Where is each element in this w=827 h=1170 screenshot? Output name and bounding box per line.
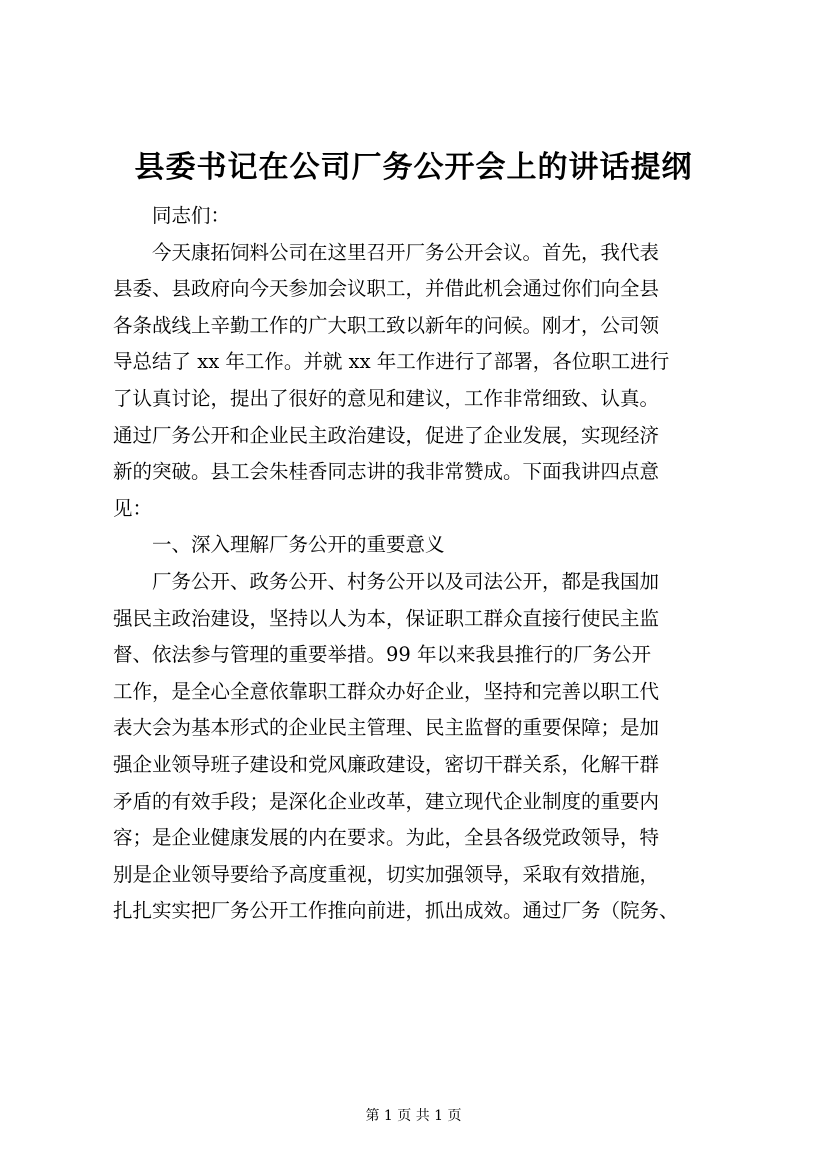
body-line: 矛盾的有效手段；是深化企业改革，建立现代企业制度的重要内	[113, 789, 660, 813]
body-line: 通过厂务公开和企业民主政治建设，促进了企业发展，实现经济	[113, 423, 660, 447]
body-line: 强民主政治建设，坚持以人为本，保证职工群众直接行使民主监	[113, 606, 660, 630]
body-line: 别是企业领导要给予高度重视，切实加强领导，采取有效措施，	[113, 862, 660, 886]
body-line: 县委、县政府向今天参加会议职工，并借此机会通过你们向全县	[113, 277, 660, 301]
body-line: 容；是企业健康发展的内在要求。为此，全县各级党政领导，特	[113, 826, 660, 850]
body-line: 今天康拓饲料公司在这里召开厂务公开会议。首先，我代表	[152, 240, 660, 264]
body-line: 工作，是全心全意依靠职工群众办好企业，坚持和完善以职工代	[113, 679, 660, 703]
body-line: 强企业领导班子建设和党风廉政建设，密切干群关系，化解干群	[113, 752, 660, 776]
body-line: 导总结了 xx 年工作。并就 xx 年工作进行了部署，各位职工进行	[113, 350, 670, 374]
body-line: 了认真讨论，提出了很好的意见和建议，工作非常细致、认真。	[113, 386, 660, 410]
body-line: 各条战线上辛勤工作的广大职工致以新年的问候。刚才，公司领	[113, 313, 660, 337]
body-line: 见：	[113, 496, 153, 520]
body-line: 督、依法参与管理的重要举措。99 年以来我县推行的厂务公开	[113, 643, 652, 667]
section-heading: 一、深入理解厂务公开的重要意义	[152, 533, 445, 557]
document-title: 县委书记在公司厂务公开会上的讲话提纲	[134, 150, 693, 185]
body-line: 新的突破。县工会朱桂香同志讲的我非常赞成。下面我讲四点意	[113, 460, 660, 484]
body-line: 表大会为基本形式的企业民主管理、民主监督的重要保障；是加	[113, 716, 660, 740]
document-body	[113, 198, 733, 930]
body-line: 厂务公开、政务公开、村务公开以及司法公开，都是我国加	[152, 569, 660, 593]
page-number-footer: 第 1 页 共 1 页	[365, 1108, 462, 1124]
body-line-salutation: 同志们：	[152, 204, 231, 227]
body-line: 扎扎实实把厂务公开工作推向前进，抓出成效。通过厂务（院务、	[113, 899, 679, 923]
